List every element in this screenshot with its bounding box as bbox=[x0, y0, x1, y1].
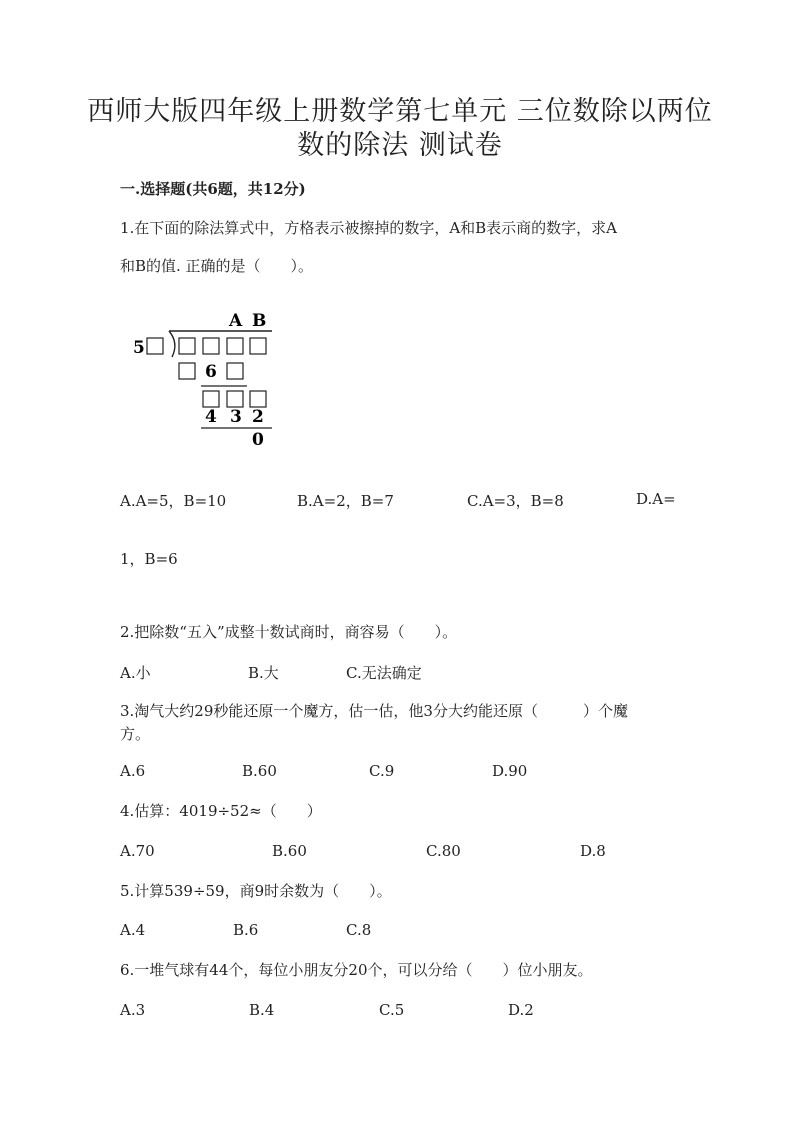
remainder-digit: 0 bbox=[252, 430, 264, 450]
q2-option-c[interactable]: C.无法确定 bbox=[346, 664, 422, 682]
row-4-digit: 2 bbox=[252, 407, 264, 427]
page-title bbox=[0, 95, 800, 163]
q6-option-b[interactable]: B.4 bbox=[249, 1001, 275, 1019]
divisor-digit: 5 bbox=[133, 338, 145, 358]
row-2-digit: 6 bbox=[205, 362, 217, 382]
q1-option-b[interactable]: B.A=2，B=7 bbox=[297, 492, 394, 510]
title-line-2: 数的除法 测试卷 bbox=[297, 130, 503, 161]
q5-option-b[interactable]: B.6 bbox=[233, 921, 259, 939]
q5-option-c[interactable]: C.8 bbox=[346, 921, 372, 939]
q6-option-c[interactable]: C.5 bbox=[379, 1001, 405, 1019]
q4-option-b[interactable]: B.60 bbox=[272, 842, 307, 860]
q1-option-c[interactable]: C.A=3，B=8 bbox=[467, 492, 564, 510]
blank-box bbox=[227, 363, 243, 379]
q2-option-a[interactable]: A.小 bbox=[120, 664, 151, 682]
q3-option-d[interactable]: D.90 bbox=[492, 762, 528, 780]
quotient-digit-a: A bbox=[229, 311, 243, 331]
blank-box bbox=[147, 338, 163, 354]
q1-option-a[interactable]: A.A=5，B=10 bbox=[120, 492, 227, 510]
blank-box bbox=[250, 338, 266, 354]
blank-box bbox=[179, 363, 195, 379]
row-4-digit: 4 bbox=[205, 407, 217, 427]
blank-box bbox=[227, 338, 243, 354]
title-line-1: 西师大版四年级上册数学第七单元 三位数除以两位 bbox=[87, 96, 713, 127]
q6-option-d[interactable]: D.2 bbox=[508, 1001, 534, 1019]
q4-option-d[interactable]: D.8 bbox=[580, 842, 606, 860]
long-division-figure bbox=[125, 305, 285, 455]
blank-box bbox=[203, 391, 219, 407]
question-4-line-1: 4.估算：4019÷52≈（ ） bbox=[120, 802, 322, 820]
section-heading: 一.选择题(共6题，共12分) bbox=[120, 180, 306, 198]
quotient-digit-b: B bbox=[252, 311, 267, 331]
q5-option-a[interactable]: A.4 bbox=[120, 921, 146, 939]
question-2-line-1: 2.把除数“五入”成整十数试商时，商容易（ ）。 bbox=[120, 623, 458, 641]
q3-option-a[interactable]: A.6 bbox=[120, 762, 146, 780]
question-6-line-1: 6.一堆气球有44个，每位小朋友分20个，可以分给（ ）位小朋友。 bbox=[120, 961, 593, 979]
question-3-line-2: 方。 bbox=[120, 725, 151, 743]
question-1-line-1: 1.在下面的除法算式中，方格表示被擦掉的数字，A和B表示商的数字，求A bbox=[120, 219, 618, 237]
blank-box bbox=[179, 338, 195, 354]
row-4-digit: 3 bbox=[230, 407, 242, 427]
q6-option-a[interactable]: A.3 bbox=[120, 1001, 146, 1019]
question-3-line-1: 3.淘气大约29秒能还原一个魔方，估一估，他3分大约能还原（ ）个魔 bbox=[120, 702, 628, 720]
division-bracket bbox=[169, 331, 175, 357]
blank-box bbox=[250, 391, 266, 407]
q4-option-a[interactable]: A.70 bbox=[120, 842, 155, 860]
question-1-line-2: 和B的值. 正确的是（ ）。 bbox=[120, 257, 314, 275]
q4-option-c[interactable]: C.80 bbox=[426, 842, 461, 860]
q3-option-b[interactable]: B.60 bbox=[242, 762, 277, 780]
q2-option-b[interactable]: B.大 bbox=[248, 664, 279, 682]
blank-box bbox=[203, 338, 219, 354]
question-5-line-1: 5.计算539÷59，商9时余数为（ ）。 bbox=[120, 882, 392, 900]
q1-option-d[interactable]: D.A= bbox=[636, 490, 676, 508]
blank-box bbox=[227, 391, 243, 407]
q1-option-d-continued[interactable]: 1，B=6 bbox=[120, 550, 178, 568]
q3-option-c[interactable]: C.9 bbox=[369, 762, 395, 780]
